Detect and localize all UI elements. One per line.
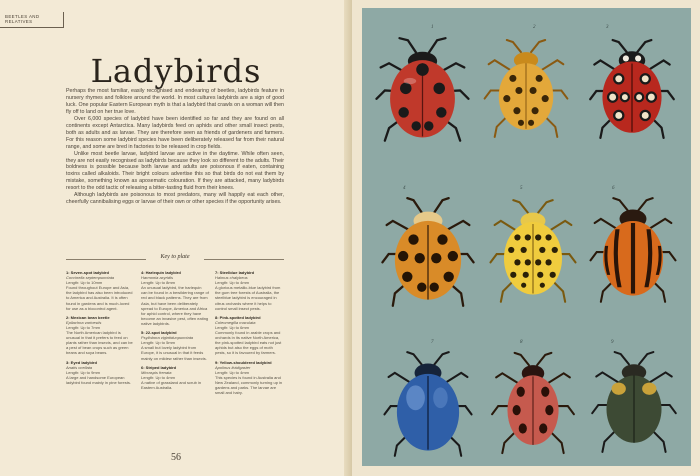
entry-description: The North American ladybird is unusual in that it prefers to feed on plants rather than insects, and can be a pest of bean crops such as green beans and soya beans. — [66, 330, 133, 356]
entry-length: Length: Up to 4mm — [141, 374, 176, 380]
key-column-3 — [215, 270, 283, 399]
key-entry-1 — [66, 270, 134, 311]
entry-length: Length: Up to 8mm — [141, 280, 176, 286]
entry-description: Found throughout Europe and Asia, the ladybird has also been introduced to America and Australia. It is often found in gardens and is much-loved for use as a biocontrol agent. — [66, 285, 133, 311]
plate-number-5: 5 — [520, 186, 523, 191]
striped-ladybird-illustration — [584, 194, 682, 308]
plate-number-3: 3 — [606, 25, 609, 30]
entry-species: Apolinus lividigaster — [215, 364, 251, 370]
right-page — [352, 0, 700, 476]
key-column-2 — [141, 270, 209, 394]
yellow-shouldered-ladybird-illustration — [588, 350, 680, 456]
key-entry-8 — [215, 315, 283, 356]
entry-description: A large and handsome European ladybird found mainly in pine forests. — [66, 374, 131, 385]
plate-number-9: 9 — [611, 340, 614, 345]
key-entry-7 — [215, 270, 283, 311]
plate-number-7: 7 — [431, 340, 434, 345]
key-label: Key to plate — [160, 254, 190, 260]
entry-length: Length: Up to 6mm — [215, 324, 250, 330]
entry-species: Epilachna varivestis — [66, 319, 102, 325]
entry-description: An unusual ladybird, the harlequin can be found in a bewildering range of red and black patterns. They are from Asia, but have been deliberately spread to Europe, America and Africa for aphid control, where they have become an invasive pest, often eating native ladybirds. — [141, 285, 209, 326]
body-text — [66, 88, 284, 206]
key-entry-3 — [66, 360, 134, 385]
paragraph-3: Unlike most beetle larvae, ladybird larvae are active in the daytime. While often seen, they are not easily recognised as ladybirds because they look so different to the adults. Their boldness is possible because both larvae and adults are poisonous if eaten, containing toxins called alkaloids. Their bright colours advertise this so that birds do not eat them by mistake, something known as aposematic colouration. If they are attacked, many ladybirds resort to the odd tactic of releasing a bitter-tasting fluid from their knees. — [66, 150, 284, 192]
entry-species: Halmus chalybeus — [215, 275, 248, 281]
key-entry-2 — [66, 315, 134, 356]
plate-number-6: 6 — [612, 186, 615, 191]
entry-heading: 4: Harlequin ladybird — [141, 270, 181, 275]
eyed-ladybird-illustration — [584, 36, 680, 144]
entry-species: Coccinella septempunctata — [66, 275, 115, 281]
key-entry-9 — [215, 360, 283, 396]
section-tab — [0, 12, 64, 28]
key-column-1 — [66, 270, 134, 389]
entry-length: Length: Up to 4mm — [215, 280, 250, 286]
key-heading — [66, 254, 284, 264]
entry-length: Length: Up to 4mm — [215, 369, 250, 375]
paragraph-4: Although ladybirds are poisonous to most predators, many will happily eat each other, cheerfully cannibalising eggs or larvae of their own or other species if the opportunity arises. — [66, 192, 284, 206]
entry-heading: 2: Mexican bean beetle — [66, 314, 110, 320]
entry-heading: 1: Seven-spot ladybird — [66, 270, 109, 275]
entry-species: Coleomegilla maculata — [215, 319, 256, 325]
key-entry-6 — [141, 365, 209, 390]
entry-heading: 7: Steelblue ladybird — [215, 270, 255, 275]
entry-species: Harmonia axyridis — [141, 275, 174, 281]
plate-number-8: 8 — [520, 340, 523, 345]
entry-description: A glorious metallic-blue ladybird from the gum tree forests of Australia, the steelblue ladybird is encouraged in citrus orchards where it helps to control small insect pests. — [215, 285, 281, 311]
entry-length: Length: Up to 9mm — [66, 369, 101, 375]
entry-description: A small but lovely ladybird from Europe, it is unusual in that it feeds mainly on mildew rather than insects. — [141, 345, 207, 361]
entry-species: Micraspis frenata — [141, 369, 172, 375]
entry-length: Length: Up to 7mm — [66, 324, 101, 330]
key-entry-5 — [141, 330, 209, 361]
divider-right — [204, 259, 284, 260]
entry-species: Anatis ocellata — [66, 364, 93, 370]
mexican-bean-beetle-illustration — [480, 38, 572, 143]
plate-number-2: 2 — [533, 25, 536, 30]
entry-heading: 3: Eyed ladybird — [66, 359, 97, 365]
key-entry-4 — [141, 270, 209, 326]
section-tab-line-2: RELATIVES — [5, 19, 33, 25]
entry-description: This species is found in Australia and New Zealand, commonly turning up in gardens and parks. The larvae are small and hairy. — [215, 374, 283, 396]
entry-length: Length: Up to 5mm — [141, 340, 176, 346]
plate-number-4: 4 — [403, 186, 406, 191]
paragraph-2: Over 6,000 species of ladybird have been identified so far and they are found on all continents except Antarctica. Many ladybirds feed on aphids and other small insect pests, both as adults and as larvae. They are therefore seen as friends of gardeners and farmers. For this reason some ladybird species have been deliberately released far from their natural range, and some are bred in factories to be released in crop fields. — [66, 115, 284, 150]
harlequin-ladybird-illustration — [376, 194, 480, 312]
entry-heading: 5: 22-spot ladybird — [141, 330, 177, 336]
entry-description: Commonly found in arable crops and orchards in its native North America, the pink-spotted ladybird eats not just aphids but also the eggs of moth pests, so it is favoured by farmers. — [215, 330, 282, 356]
page-title: Ladybirds — [90, 52, 262, 90]
section-tab-line-1: BEETLES AND — [5, 14, 40, 19]
seven-spot-ladybird-illustration — [370, 34, 475, 149]
entry-heading: 6: Striped ladybird — [141, 364, 177, 370]
entry-heading: 8: Pink-spotted ladybird — [215, 314, 261, 320]
paragraph-1: Perhaps the most familiar, easily recognised and endearing of beetles, ladybirds feature in nursery rhymes and folklore around the world. In most cultures ladybirds are a sign of good luck. One popular Eastern European myth is that a ladybird that crawls on a woman will then fly off to land on her true love. — [66, 88, 284, 115]
entry-description: A native of grassland and scrub in Eastern Australia. — [141, 379, 202, 390]
entry-species: Psyllobora vigintiduopunctata — [141, 335, 194, 341]
page-number: 56 — [171, 452, 181, 463]
illustration-plate — [362, 8, 691, 466]
steelblue-ladybird-illustration — [378, 348, 478, 460]
pink-spotted-ladybird-illustration — [488, 350, 578, 458]
entry-heading: 9: Yellow-shouldered ladybird — [215, 359, 272, 365]
22-spot-ladybird-illustration — [486, 196, 580, 308]
entry-length: Length: Up to 10mm — [66, 280, 103, 286]
plate-number-1: 1 — [431, 25, 434, 30]
